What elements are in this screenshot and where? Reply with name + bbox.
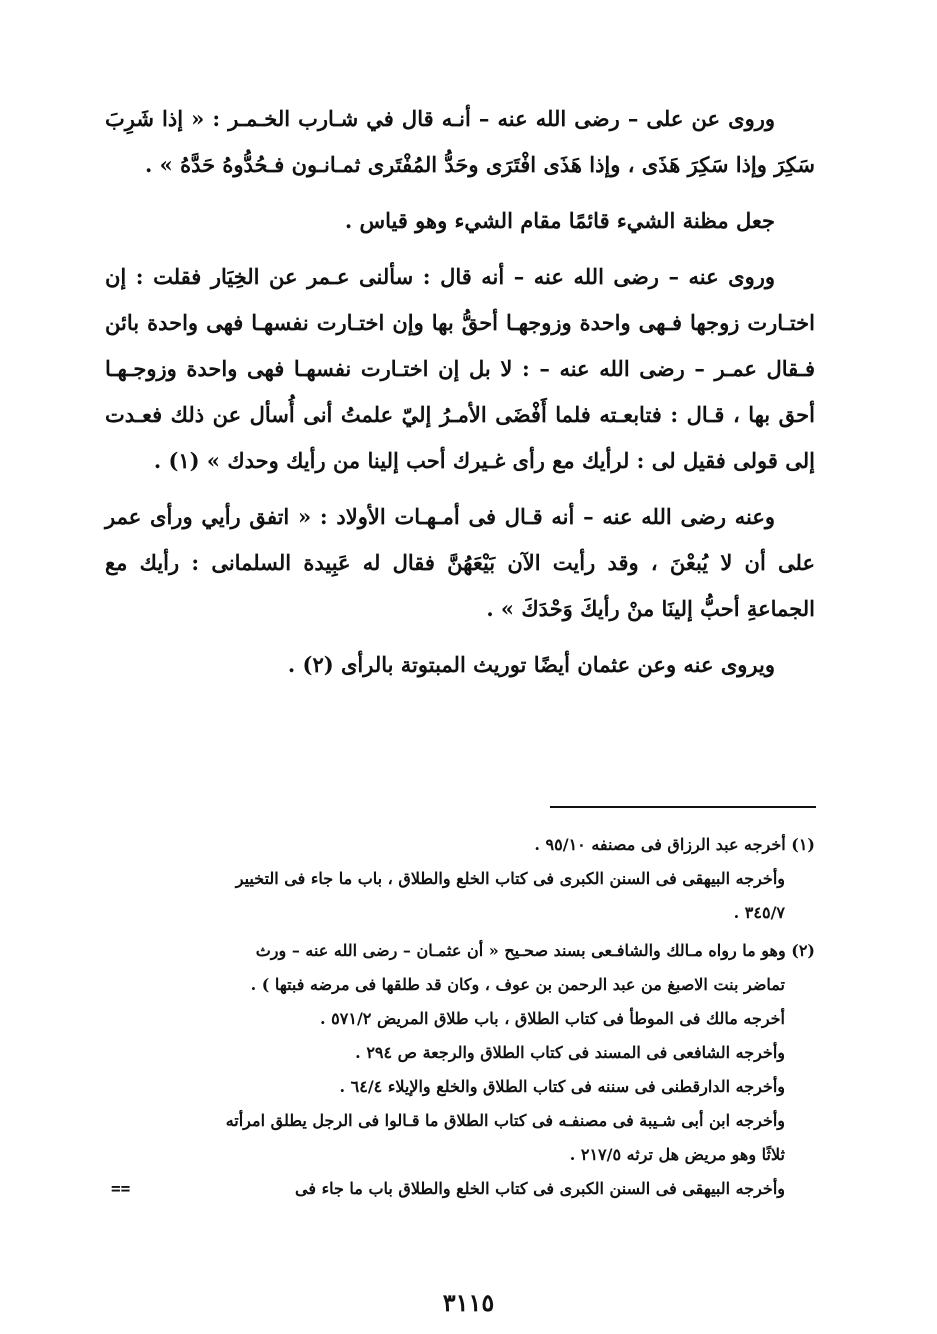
footnote-line: وأخرجه الشافعى فى المسند فى كتاب الطلاق والرجعة ص ٢٩٤ . — [355, 1043, 785, 1062]
footnotes — [103, 828, 815, 1206]
footnote-last-row — [103, 1172, 815, 1206]
paragraph-mabtuta: ويروى عنه وعن عثمان أيضًا توريث المبتوتة بالرأى (٢) . — [287, 652, 775, 677]
paragraph-ummahat-awlad: وعنه رضى الله عنه – أنه قـال فى أمـهـات الأولاد : « اتفق رأيي ورأى عمر على أن لا يُبعْنَ ، وقد رأيت الآن بَيْعَهُنَّ فقال له عَبِيدة السلمانى : رأيك مع الجماعةِ أحبُّ إلينَا منْ رأيكَ وَحْدَكَ » . — [105, 504, 815, 621]
paragraph-khiyar: وروى عنه – رضى الله عنه – أنه قال : سألنى عـمر عن الخِيَار فقلت : إن اختـارت زوجها فـهى واحدة وزوجهـا أحقُّ بها وإن اختـارت نفسهـا فهى واحدة بائن فـقال عمـر – رضى الله عنه – : لا بل إن اختـارت نفسهـا فهى واحدة وزوجـهـا أحق بها ، قـال : فتابعـته فلما أَفْضَى الأمـرُ إليّ علمتُ أنى أُسأل عن ذلك فعـدت إلى قولى فقيل لى : لرأيك مع رأى غـيرك أحب إلينا من رأيك وحدك » (١) . — [105, 264, 815, 473]
footnote-line: وأخرجه البيهقى فى السنن الكبرى فى كتاب الخلع والطلاق ، باب ما جاء فى التخيير — [235, 869, 785, 888]
main-text — [105, 96, 815, 688]
footnote-line: ٣٤٥/٧ . — [733, 903, 785, 922]
page-number: ٣١١٥ — [442, 1288, 495, 1317]
footnote-line: أخرجه مالك فى الموطأ فى كتاب الطلاق ، باب طلاق المريض ٥٧١/٢ . — [320, 1009, 785, 1028]
footnote-line: ثلاثًا وهو مريض هل ترثه ٢١٧/٥ . — [569, 1145, 785, 1164]
footnote-2 — [103, 934, 815, 1206]
footnote-line: تماضر بنت الاصبغ من عبد الرحمن بن عوف ، وكان قد طلقها فى مرضه فبتها ) . — [250, 975, 785, 994]
continuation-mark: == — [111, 1179, 131, 1198]
footnote-separator — [550, 806, 816, 808]
footnote-line: وأخرجه البيهقى فى السنن الكبرى فى كتاب الخلع والطلاق باب ما جاء فى — [295, 1179, 785, 1198]
footnote-line: (١) أخرجه عبد الرزاق فى مصنفه ٩٥/١٠ . — [534, 835, 815, 854]
footnote-line: وأخرجه الدارقطنى فى سننه فى كتاب الطلاق والخلع والإيلاء ٦٤/٤ . — [339, 1077, 785, 1096]
paragraph-qiyas: جعل مظنة الشيء قائمًا مقام الشيء وهو قياس . — [344, 208, 775, 233]
footnote-1 — [103, 828, 815, 930]
footnote-line: (٢) وهو ما رواه مـالك والشافـعى بسند صحـيح « أن عثمـان – رضى الله عنه – ورث — [255, 941, 815, 960]
footnote-line: وأخرجه ابن أبى شـيبة فى مصنفـه فى كتاب الطلاق ما قـالوا فى الرجل يطلق امرأته — [225, 1111, 785, 1130]
paragraph-ali-wine: وروى عن على – رضى الله عنه – أنـه قال في شـارب الخـمـر : « إذا شَرِبَ سَكِرَ وإذا سَكِرَ هَذَى ، وإذا هَذَى افْتَرَى وحَدُّ المُفْتَرى ثمـانـون فـحُدُّوهُ حَدَّهُ » . — [105, 106, 815, 177]
